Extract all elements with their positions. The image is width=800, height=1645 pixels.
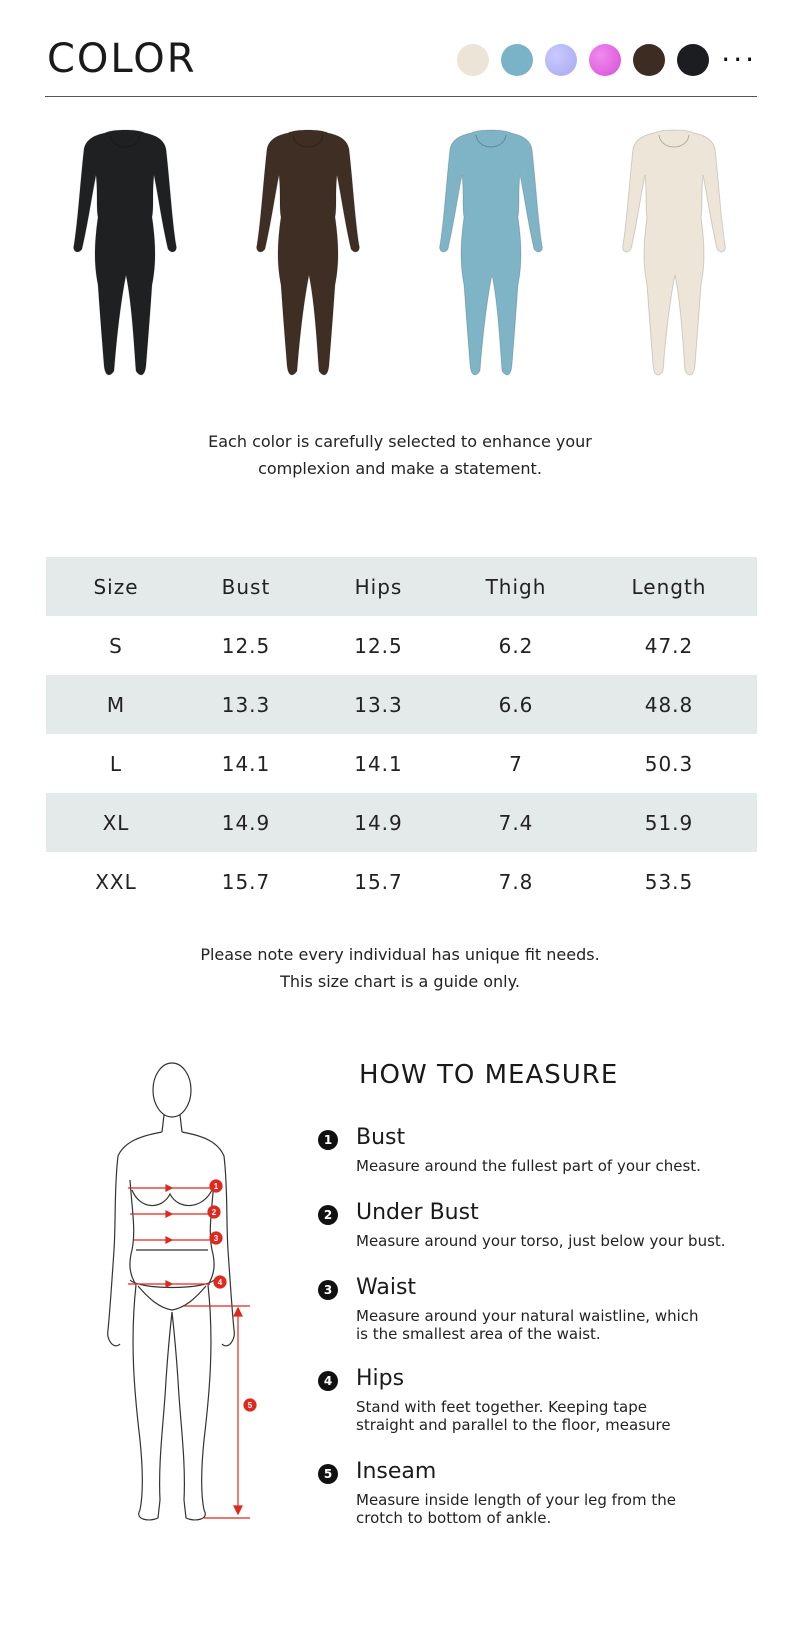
step-description	[356, 1232, 776, 1250]
step-title: Inseam	[356, 1459, 437, 1484]
header-hips: Hips	[306, 557, 451, 616]
cell-bust: 14.1	[221, 751, 271, 776]
header-size: Size	[46, 557, 186, 616]
product-image-brown[interactable]	[243, 125, 373, 390]
step-title: Under Bust	[356, 1200, 479, 1225]
cell-bust: 12.5	[221, 633, 271, 658]
step-description-line: Measure around your torso, just below your bust.	[356, 1232, 726, 1250]
color-swatch-brown[interactable]	[633, 44, 665, 76]
step-number-icon: 3	[318, 1280, 338, 1300]
product-image-black[interactable]	[60, 125, 190, 390]
size-caption	[0, 941, 800, 995]
jumpsuit-silhouette-icon	[60, 125, 190, 390]
cell-length: 50.3	[644, 751, 694, 776]
step-description	[356, 1491, 776, 1527]
table-header-row	[46, 557, 757, 616]
jumpsuit-silhouette-icon	[243, 125, 373, 390]
product-image-blue[interactable]	[426, 125, 556, 390]
how-to-measure-title: HOW TO MEASURE	[359, 1060, 619, 1090]
color-header	[45, 32, 757, 97]
jumpsuit-silhouette-icon	[609, 125, 739, 390]
cell-hips: 14.1	[354, 751, 403, 776]
cell-bust: 15.7	[221, 869, 271, 894]
step-description	[356, 1398, 776, 1434]
step-number-icon: 2	[318, 1205, 338, 1225]
cell-thigh: 6.6	[451, 675, 581, 734]
table-row	[46, 675, 757, 734]
body-measurement-illustration	[100, 1060, 280, 1540]
table-row	[46, 734, 757, 793]
table-row	[46, 616, 757, 675]
marker-waist-label: 3	[213, 1234, 219, 1243]
color-swatch-lavender[interactable]	[545, 44, 577, 76]
cell-size: XXL	[95, 869, 137, 894]
cell-thigh: 7.4	[451, 793, 581, 852]
size-caption-line-1: Please note every individual has unique fit needs.	[200, 945, 600, 964]
size-chart-table	[46, 557, 757, 911]
step-description-line: Measure inside length of your leg from the	[356, 1491, 676, 1509]
section-title: COLOR	[47, 36, 197, 82]
cell-thigh: 7	[509, 751, 523, 776]
marker-hips-label: 4	[217, 1278, 223, 1287]
table-row	[46, 793, 757, 852]
size-caption-line-2: This size chart is a guide only.	[280, 972, 520, 991]
step-description-line: Measure around your natural waistline, which	[356, 1307, 699, 1325]
color-swatch-blue[interactable]	[501, 44, 533, 76]
cell-bust: 13.3	[186, 675, 306, 734]
cell-bust: 14.9	[186, 793, 306, 852]
step-number-icon: 5	[318, 1464, 338, 1484]
color-swatch-cream[interactable]	[457, 44, 489, 76]
marker-under-bust-label: 2	[211, 1208, 217, 1217]
step-description	[356, 1157, 776, 1175]
body-outline-icon	[100, 1060, 280, 1540]
cell-length: 48.8	[581, 675, 757, 734]
marker-inseam-label: 5	[247, 1401, 253, 1410]
cell-size: L	[109, 751, 123, 776]
step-description-line: straight and parallel to the floor, measure	[356, 1416, 671, 1434]
step-description-line: Measure around the fullest part of your chest.	[356, 1157, 701, 1175]
color-swatches	[445, 44, 757, 76]
step-description-line: is the smallest area of the waist.	[356, 1325, 601, 1343]
step-description	[356, 1307, 776, 1343]
color-caption	[0, 428, 800, 482]
cell-length: 53.5	[644, 869, 694, 894]
step-title: Hips	[356, 1366, 405, 1391]
cell-hips: 12.5	[354, 633, 403, 658]
product-image-cream[interactable]	[609, 125, 739, 390]
more-colors-icon[interactable]: ···	[721, 43, 757, 76]
step-description-line: Stand with feet together. Keeping tape	[356, 1398, 647, 1416]
cell-length: 47.2	[644, 633, 694, 658]
cell-size: S	[109, 633, 123, 658]
cell-hips: 14.9	[306, 793, 451, 852]
header-length: Length	[581, 557, 757, 616]
cell-size: XL	[46, 793, 186, 852]
header-thigh: Thigh	[451, 557, 581, 616]
cell-hips: 13.3	[306, 675, 451, 734]
color-swatch-black[interactable]	[677, 44, 709, 76]
jumpsuit-silhouette-icon	[426, 125, 556, 390]
table-row	[46, 852, 757, 911]
step-number-icon: 1	[318, 1130, 338, 1150]
cell-length: 51.9	[581, 793, 757, 852]
cell-thigh: 6.2	[498, 633, 534, 658]
cell-size: M	[46, 675, 186, 734]
step-number-icon: 4	[318, 1371, 338, 1391]
product-gallery	[45, 125, 757, 395]
color-swatch-magenta[interactable]	[589, 44, 621, 76]
header-bust: Bust	[186, 557, 306, 616]
step-title: Waist	[356, 1275, 417, 1300]
cell-hips: 15.7	[354, 869, 403, 894]
marker-bust-label: 1	[213, 1182, 219, 1191]
cell-thigh: 7.8	[498, 869, 534, 894]
step-description-line: crotch to bottom of ankle.	[356, 1509, 552, 1527]
color-caption-line-1: Each color is carefully selected to enhance your	[208, 432, 592, 451]
color-caption-line-2: complexion and make a statement.	[258, 459, 542, 478]
step-title: Bust	[356, 1125, 406, 1150]
